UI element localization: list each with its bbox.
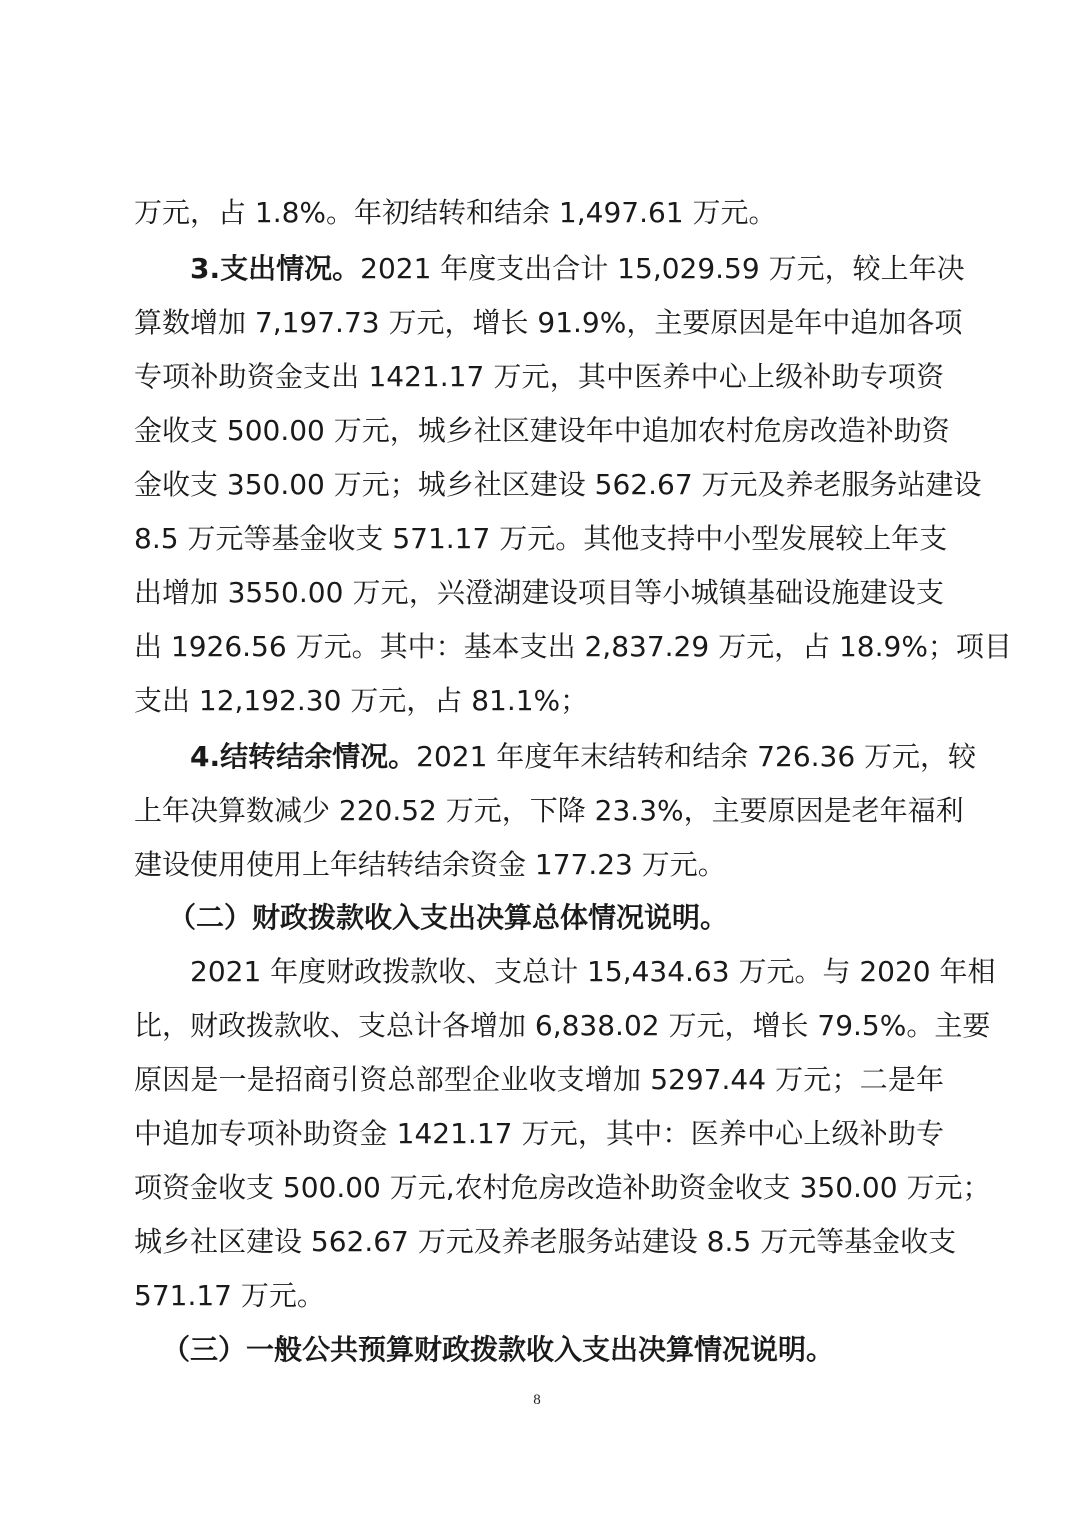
paragraph-line: 原因是一是招商引资总部型企业收支增加 5297.44 万元；二是年 [134,1063,944,1096]
paragraph-line: 城乡社区建设 562.67 万元及养老服务站建设 8.5 万元等基金收支 [134,1225,957,1258]
paragraph-line: 支出 12,192.30 万元，占 81.1%； [134,684,589,717]
paragraph-line: 出 1926.56 万元。其中：基本支出 2,837.29 万元，占 18.9%；项目 [134,630,1012,663]
paragraph-text: 2021 年度年末结转和结余 726.36 万元，较 [416,740,977,773]
paragraph-line: 算数增加 7,197.73 万元，增长 91.9%，主要原因是年中追加各项 [134,306,963,339]
section-heading: （二）财政拨款收入支出决算总体情况说明。 [168,901,729,934]
paragraph-line: 571.17 万元。 [134,1279,325,1312]
paragraph-first-line [190,249,965,289]
paragraph-line: 比，财政拨款收、支总计各增加 6,838.02 万元，增长 79.5%。主要 [134,1009,991,1042]
section-heading: （三）一般公共预算财政拨款收入支出决算情况说明。 [162,1333,835,1366]
paragraph-line: 金收支 500.00 万元，城乡社区建设年中追加农村危房改造补助资 [134,414,950,447]
paragraph-first-line: 2021 年度财政拨款收、支总计 15,434.63 万元。与 2020 年相 [190,955,996,988]
paragraph-line: 上年决算数减少 220.52 万元，下降 23.3%，主要原因是老年福利 [134,794,964,827]
paragraph-line: 项资金收支 500.00 万元,农村危房改造补助资金收支 350.00 万元； [134,1171,991,1204]
paragraph-line: 出增加 3550.00 万元，兴澄湖建设项目等小城镇基础设施建设支 [134,576,944,609]
paragraph-line: 专项补助资金支出 1421.17 万元，其中医养中心上级补助专项资 [134,360,944,393]
section-lead: 3.支出情况。 [190,252,361,285]
paragraph-line: 金收支 350.00 万元；城乡社区建设 562.67 万元及养老服务站建设 [134,468,982,501]
section-lead: 4.结转结余情况。 [190,740,417,773]
paragraph-line: 建设使用使用上年结转结余资金 177.23 万元。 [134,848,726,881]
paragraph-line: 万元，占 1.8%。年初结转和结余 1,497.61 万元。 [134,196,777,229]
paragraph-first-line [190,737,977,777]
page-number: 8 [533,1392,541,1408]
paragraph-line: 中追加专项补助资金 1421.17 万元，其中：医养中心上级补助专 [134,1117,944,1150]
paragraph-text: 2021 年度支出合计 15,029.59 万元，较上年决 [360,252,965,285]
paragraph-line: 8.5 万元等基金收支 571.17 万元。其他支持中小型发展较上年支 [134,522,948,555]
